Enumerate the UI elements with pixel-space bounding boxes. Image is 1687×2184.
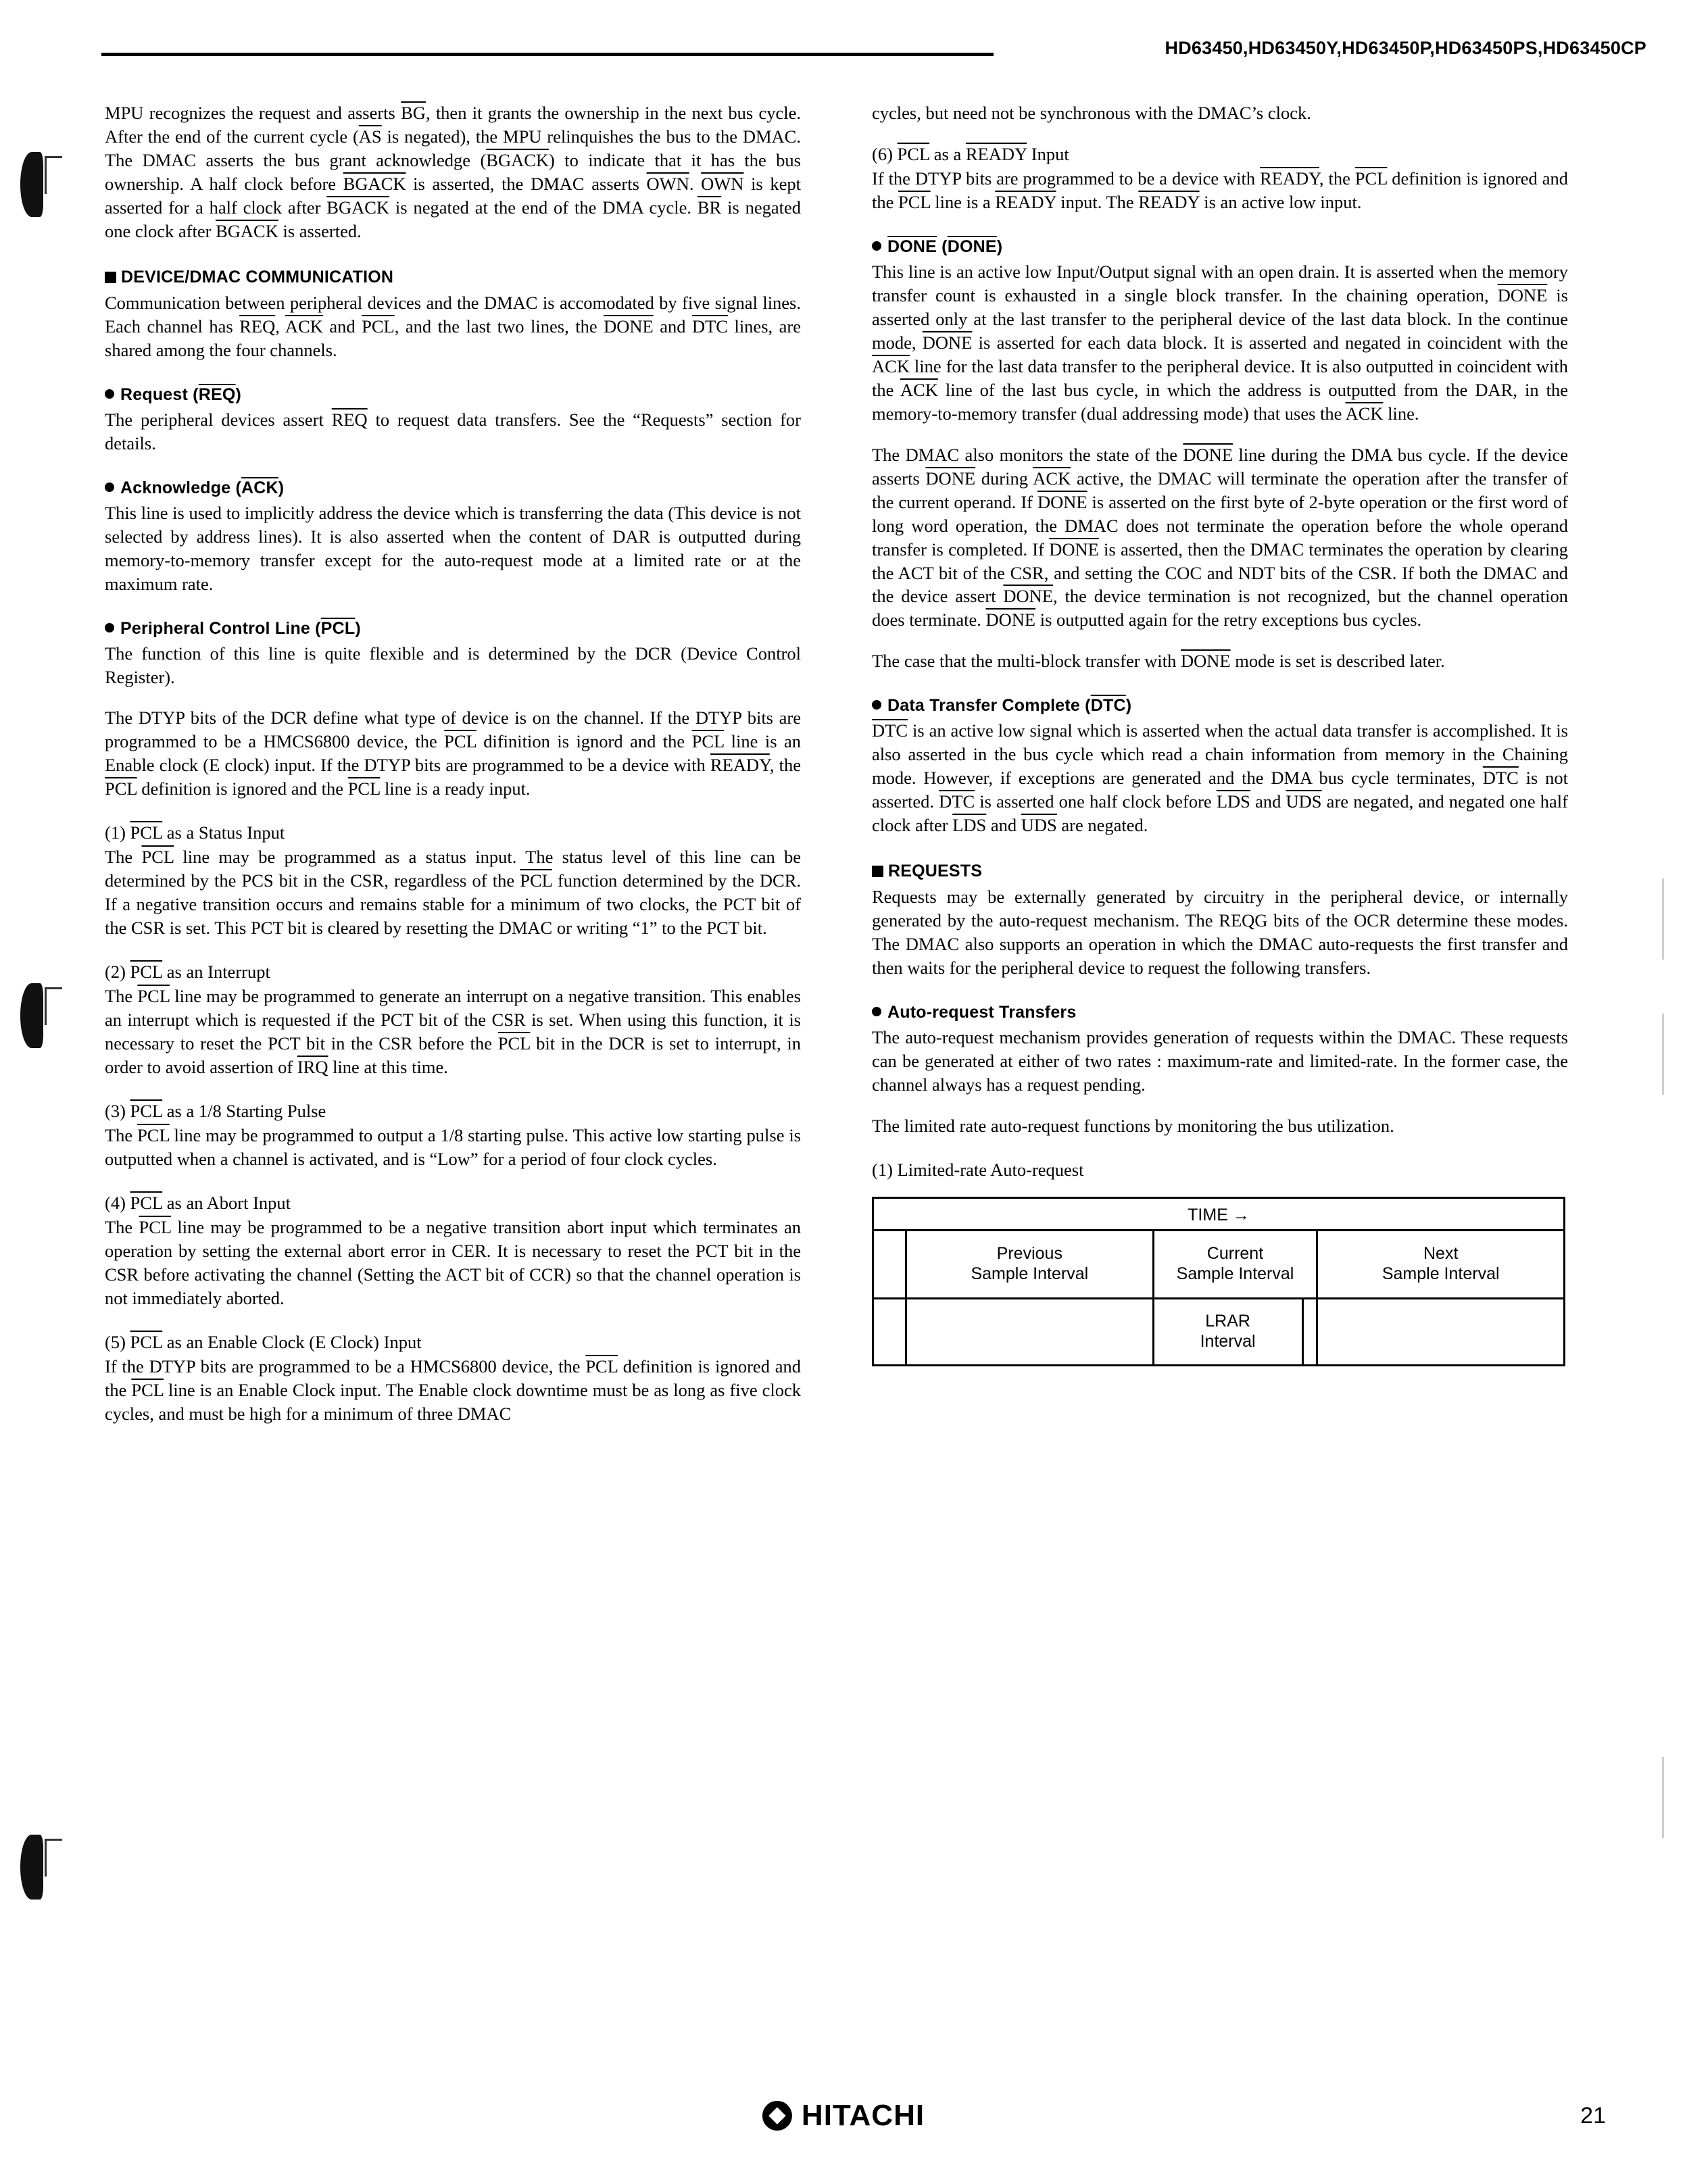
- heading-acknowledge: Acknowledge $(\overline{ACK})$: [105, 477, 801, 499]
- table-cell-next-interval: [1317, 1230, 1565, 1298]
- limited-rate-table: [872, 1197, 1565, 1366]
- square-bullet-icon: [105, 272, 116, 283]
- page-edge-mark: [1662, 1014, 1664, 1095]
- round-bullet-icon: [105, 623, 114, 632]
- paragraph-auto-request-1: The auto-request mechanism provides generation of requests within the DMAC. These requests can be generated at either of two rates : maximum-rate and limited-rate. In the former case, the channel always has a request pending.: [872, 1027, 1568, 1095]
- hitachi-logo-icon: [762, 2101, 792, 2131]
- page-number: 21: [1580, 2103, 1606, 2129]
- heading-pcl-status-input: (1) $\overline{PCL}$ as a Status Input: [105, 822, 285, 843]
- paragraph-dtc: $\overline{DTC}$ is an active low signal which is asserted when the actual data transfer is accomplished. It is also asserted in the bus cycle which read a chain information from memory in the Chaining mode. However, if exceptions are generated and the DMA bus cycle terminates, $\overline{DTC}$ is not asserted. $\overline{DTC}$ is asserted one half clock before $\overline{LDS}$ and $\overline{UDS}$ are negated, and negated one half clock after $\overline{LDS}$ and $\overline{UDS}$ are negated.: [872, 720, 1568, 836]
- paragraph-done-3: The case that the multi-block transfer with DONE mode is set is described later.: [872, 651, 1445, 672]
- paragraph-pcl-2: The DTYP bits of the DCR define what type of device is on the channel. If the DTYP bits are programmed to be a HMCS6800 device, the $\overline{PCL}$ difinition is ignord and the $\overline{PCL}$ line is an Enable clock (E clock) input. If the DTYP bits are programmed to be a device with READY, the $\overline{PCL}$ definition is ignored and the $\overline{PCL}$ line is a ready input.: [105, 708, 801, 799]
- round-bullet-icon: [872, 241, 881, 251]
- table-cell-spacer: [873, 1230, 906, 1298]
- heading-peripheral-control-line: Peripheral Control Line $(\overline{PCL})$: [105, 618, 801, 640]
- paragraph-pcl-status-input: The $\overline{PCL}$ line may be programmed as a status input. The status level of this line can be determined by the PCS bit in the CSR, regardless of the $\overline{PCL}$ function determined by the DCR. If a negative transition occurs and remains stable for a minimum of two clocks, the PCT bit of the CSR is set. This PCT bit is cleared by resetting the DMAC or writing “1” to the PCT bit.: [105, 847, 802, 939]
- table-cell-text: Sample Interval: [971, 1264, 1089, 1283]
- table-cell-text: Interval: [1200, 1331, 1256, 1351]
- square-bullet-icon: [872, 866, 883, 877]
- round-bullet-icon: [105, 389, 114, 399]
- heading-pcl-abort-input: (4) $\overline{PCL}$ as an Abort Input: [105, 1192, 291, 1213]
- table-cell-current-interval: [1153, 1230, 1317, 1298]
- heading-pcl-interrupt: (2) $\overline{PCL}$ as an Interrupt: [105, 962, 270, 983]
- paragraph-acknowledge: This line is used to implicitly address the device which is transferring the data (This device is not selected by address lines). It is also asserted when the content of DAR is outputted during memory-to-memory transfer except for the auto-request mode at a limited rate or at the maximum rate.: [105, 502, 801, 594]
- table-cell-text: Previous: [996, 1244, 1062, 1264]
- heading-limited-rate-auto-request: (1) Limited-rate Auto-request: [872, 1159, 1084, 1180]
- heading-device-dmac-communication: DEVICE/DMAC COMMUNICATION: [105, 266, 801, 289]
- table-cell-text: Sample Interval: [1382, 1264, 1500, 1283]
- round-bullet-icon: [872, 1007, 881, 1016]
- heading-request: Request $(\overline{REQ})$: [105, 384, 801, 406]
- table-cell-text: Current: [1206, 1244, 1264, 1264]
- heading-data-transfer-complete: Data Transfer Complete $(\overline{DTC})$: [872, 695, 1568, 717]
- table-cell-empty: [1317, 1298, 1565, 1365]
- paragraph-pcl-ready-input: If the DTYP bits are programmed to be a device with READY, the $\overline{PCL}$ definition is ignored and the $\overline{PCL}$ line is a READY input. The READY is an active low input.: [872, 168, 1568, 212]
- page-edge-mark: [1662, 878, 1664, 960]
- paragraph-request: The peripheral devices assert $\overline{REQ}$ to request data transfers. See the “Requests” section for details.: [105, 409, 801, 453]
- table-row: [873, 1298, 1565, 1365]
- paragraph-auto-request-2: The limited rate auto-request functions by monitoring the bus utilization.: [872, 1116, 1394, 1136]
- heading-requests: REQUESTS: [872, 860, 1568, 883]
- paragraph-pcl-enable-clock: If the DTYP bits are programmed to be a HMCS6800 device, the $\overline{PCL}$ definition is ignored and the $\overline{PCL}$ line is an Enable Clock input. The Enable clock downtime must be as long as five clock cycles, and must be high for a minimum of three DMAC: [105, 1356, 802, 1424]
- heading-done: DONE (DONE): [872, 236, 1568, 258]
- round-bullet-icon: [105, 482, 114, 492]
- header-part-numbers: HD63450,HD63450Y,HD63450P,HD63450PS,HD63450CP: [1165, 38, 1646, 58]
- table-cell-time-label: TIME →: [873, 1197, 1565, 1230]
- paragraph-continued: cycles, but need not be synchronous with the DMAC’s clock.: [872, 103, 1311, 123]
- binder-mark: [20, 152, 62, 217]
- binder-mark: [20, 983, 62, 1048]
- heading-pcl-ready-input: (6) $\overline{PCL}$ as a READY Input: [872, 143, 1069, 164]
- paragraph-pcl-interrupt: The $\overline{PCL}$ line may be programmed to generate an interrupt on a negative transition. This enables an interrupt which is requested if the PCT bit of the CSR is set. When using this function, it is necessary to reset the PCT bit in the CSR before the $\overline{PCL}$ bit in the DCR is set to interrupt, in order to avoid assertion of $\overline{IRQ}$ line at this time.: [105, 986, 801, 1078]
- table-cell-text: LRAR: [1205, 1312, 1250, 1331]
- table-cell-previous-interval: [906, 1230, 1154, 1298]
- paragraph-done-1: This line is an active low Input/Output signal with an open drain. It is asserted when the memory transfer count is exhausted in a single block transfer. In the chaining operation, DONE is asserted only at the last transfer to the peripheral device of the last data block. In the continue mode, DONE is asserted for each data block. It is asserted and negated in coincident with the $\overline{ACK}$ line for the last data transfer to the peripheral device. It is also outputted in coincident with the $\overline{ACK}$ line of the last bus cycle, in which the address is outputted from the DAR, in the memory-to-memory transfer (dual addressing mode) that uses the $\overline{ACK}$ line.: [872, 261, 1568, 424]
- paragraph-requests: Requests may be externally generated by circuitry in the peripheral device, or internally generated by the auto-request mechanism. The REQG bits of the OCR determine these modes. The DMAC also supports an operation in which the DMAC auto-requests the first transfer and then waits for the peripheral device to request the following transfers.: [872, 887, 1568, 978]
- left-column: [105, 101, 801, 1426]
- heading-auto-request-transfers: Auto-request Transfers: [872, 1001, 1568, 1024]
- table-cell-text: Next: [1423, 1244, 1459, 1264]
- paragraph-mpu-request: MPU recognizes the request and asserts $\overline{BG}$, then it grants the ownership in the next bus cycle. After the end of the current cycle ($\overline{AS}$ is negated), the MPU relinquishes the bus to the DMAC. The DMAC asserts the bus grant acknowledge (BGACK) to indicate that it has the bus ownership. A half clock before BGACK is asserted, the DMAC asserts $\overline{OWN}$. $\overline{OWN}$ is kept asserted for a half clock after BGACK is negated at the end of the DMA cycle. $\overline{BR}$ is negated one clock after BGACK is asserted.: [105, 103, 802, 241]
- table-cell-empty: [906, 1298, 1154, 1365]
- table-cell-lrar-interval: [1153, 1298, 1302, 1365]
- heading-pcl-starting-pulse: (3) $\overline{PCL}$ as a 1/8 Starting Pulse: [105, 1101, 326, 1122]
- page-header: [101, 38, 1646, 65]
- table-cell-empty: [1302, 1298, 1317, 1365]
- table-cell-text: Sample Interval: [1176, 1264, 1294, 1283]
- right-column: [872, 101, 1568, 1366]
- paragraph-pcl-abort-input: The $\overline{PCL}$ line may be programmed to be a negative transition abort input which terminates an operation by setting the external abort error in CER. It is necessary to reset the PCT bit in the CSR before activating the channel (Setting the ACT bit of CCR) so that the channel operation is not immediately aborted.: [105, 1216, 802, 1308]
- round-bullet-icon: [872, 700, 881, 710]
- paragraph-pcl-starting-pulse: The $\overline{PCL}$ line may be programmed to output a 1/8 starting pulse. This active low starting pulse is outputted when a channel is activated, and is “Low” for a period of four clock cycles.: [105, 1125, 801, 1169]
- hitachi-logo-text: HITACHI: [801, 2099, 925, 2132]
- paragraph-pcl-1: The function of this line is quite flexible and is determined by the DCR (Device Control Register).: [105, 643, 801, 687]
- table-row: [873, 1197, 1565, 1230]
- header-rule: [101, 53, 994, 56]
- heading-pcl-enable-clock: (5) $\overline{PCL}$ as an Enable Clock (E Clock) Input: [105, 1331, 422, 1352]
- table-cell-spacer: [873, 1298, 906, 1365]
- page-footer: [0, 2099, 1687, 2139]
- hitachi-logo: [762, 2099, 925, 2133]
- page-edge-mark: [1662, 1757, 1664, 1838]
- paragraph-done-2: The DMAC also monitors the state of the DONE line during the DMA bus cycle. If the device asserts DONE during $\overline{ACK}$ active, the DMAC will terminate the operation after the transfer of the current operand. If DONE is asserted on the first byte of 2-byte operation or the first word of long word operation, the DMAC does not terminate the operation before the whole operand transfer is completed. If DONE is asserted, then the DMAC terminates the operation by clearing the ACT bit of the CSR, and setting the COC and NDT bits of the CSR. If both the DMAC and the device assert DONE, the device termination is not recognized, but the channel operation does terminate. DONE is outputted again for the retry exceptions bus cycles.: [872, 444, 1569, 630]
- table-row: [873, 1230, 1565, 1298]
- paragraph-device-dmac-communication: Communication between peripheral devices and the DMAC is accomodated by five signal lines. Each channel has $\overline{REQ}$, $\overline{ACK}$ and $\overline{PCL}$, and the last two lines, the DONE and $\overline{DTC}$ lines, are shared among the four channels.: [105, 292, 801, 360]
- binder-mark: [20, 1835, 62, 1900]
